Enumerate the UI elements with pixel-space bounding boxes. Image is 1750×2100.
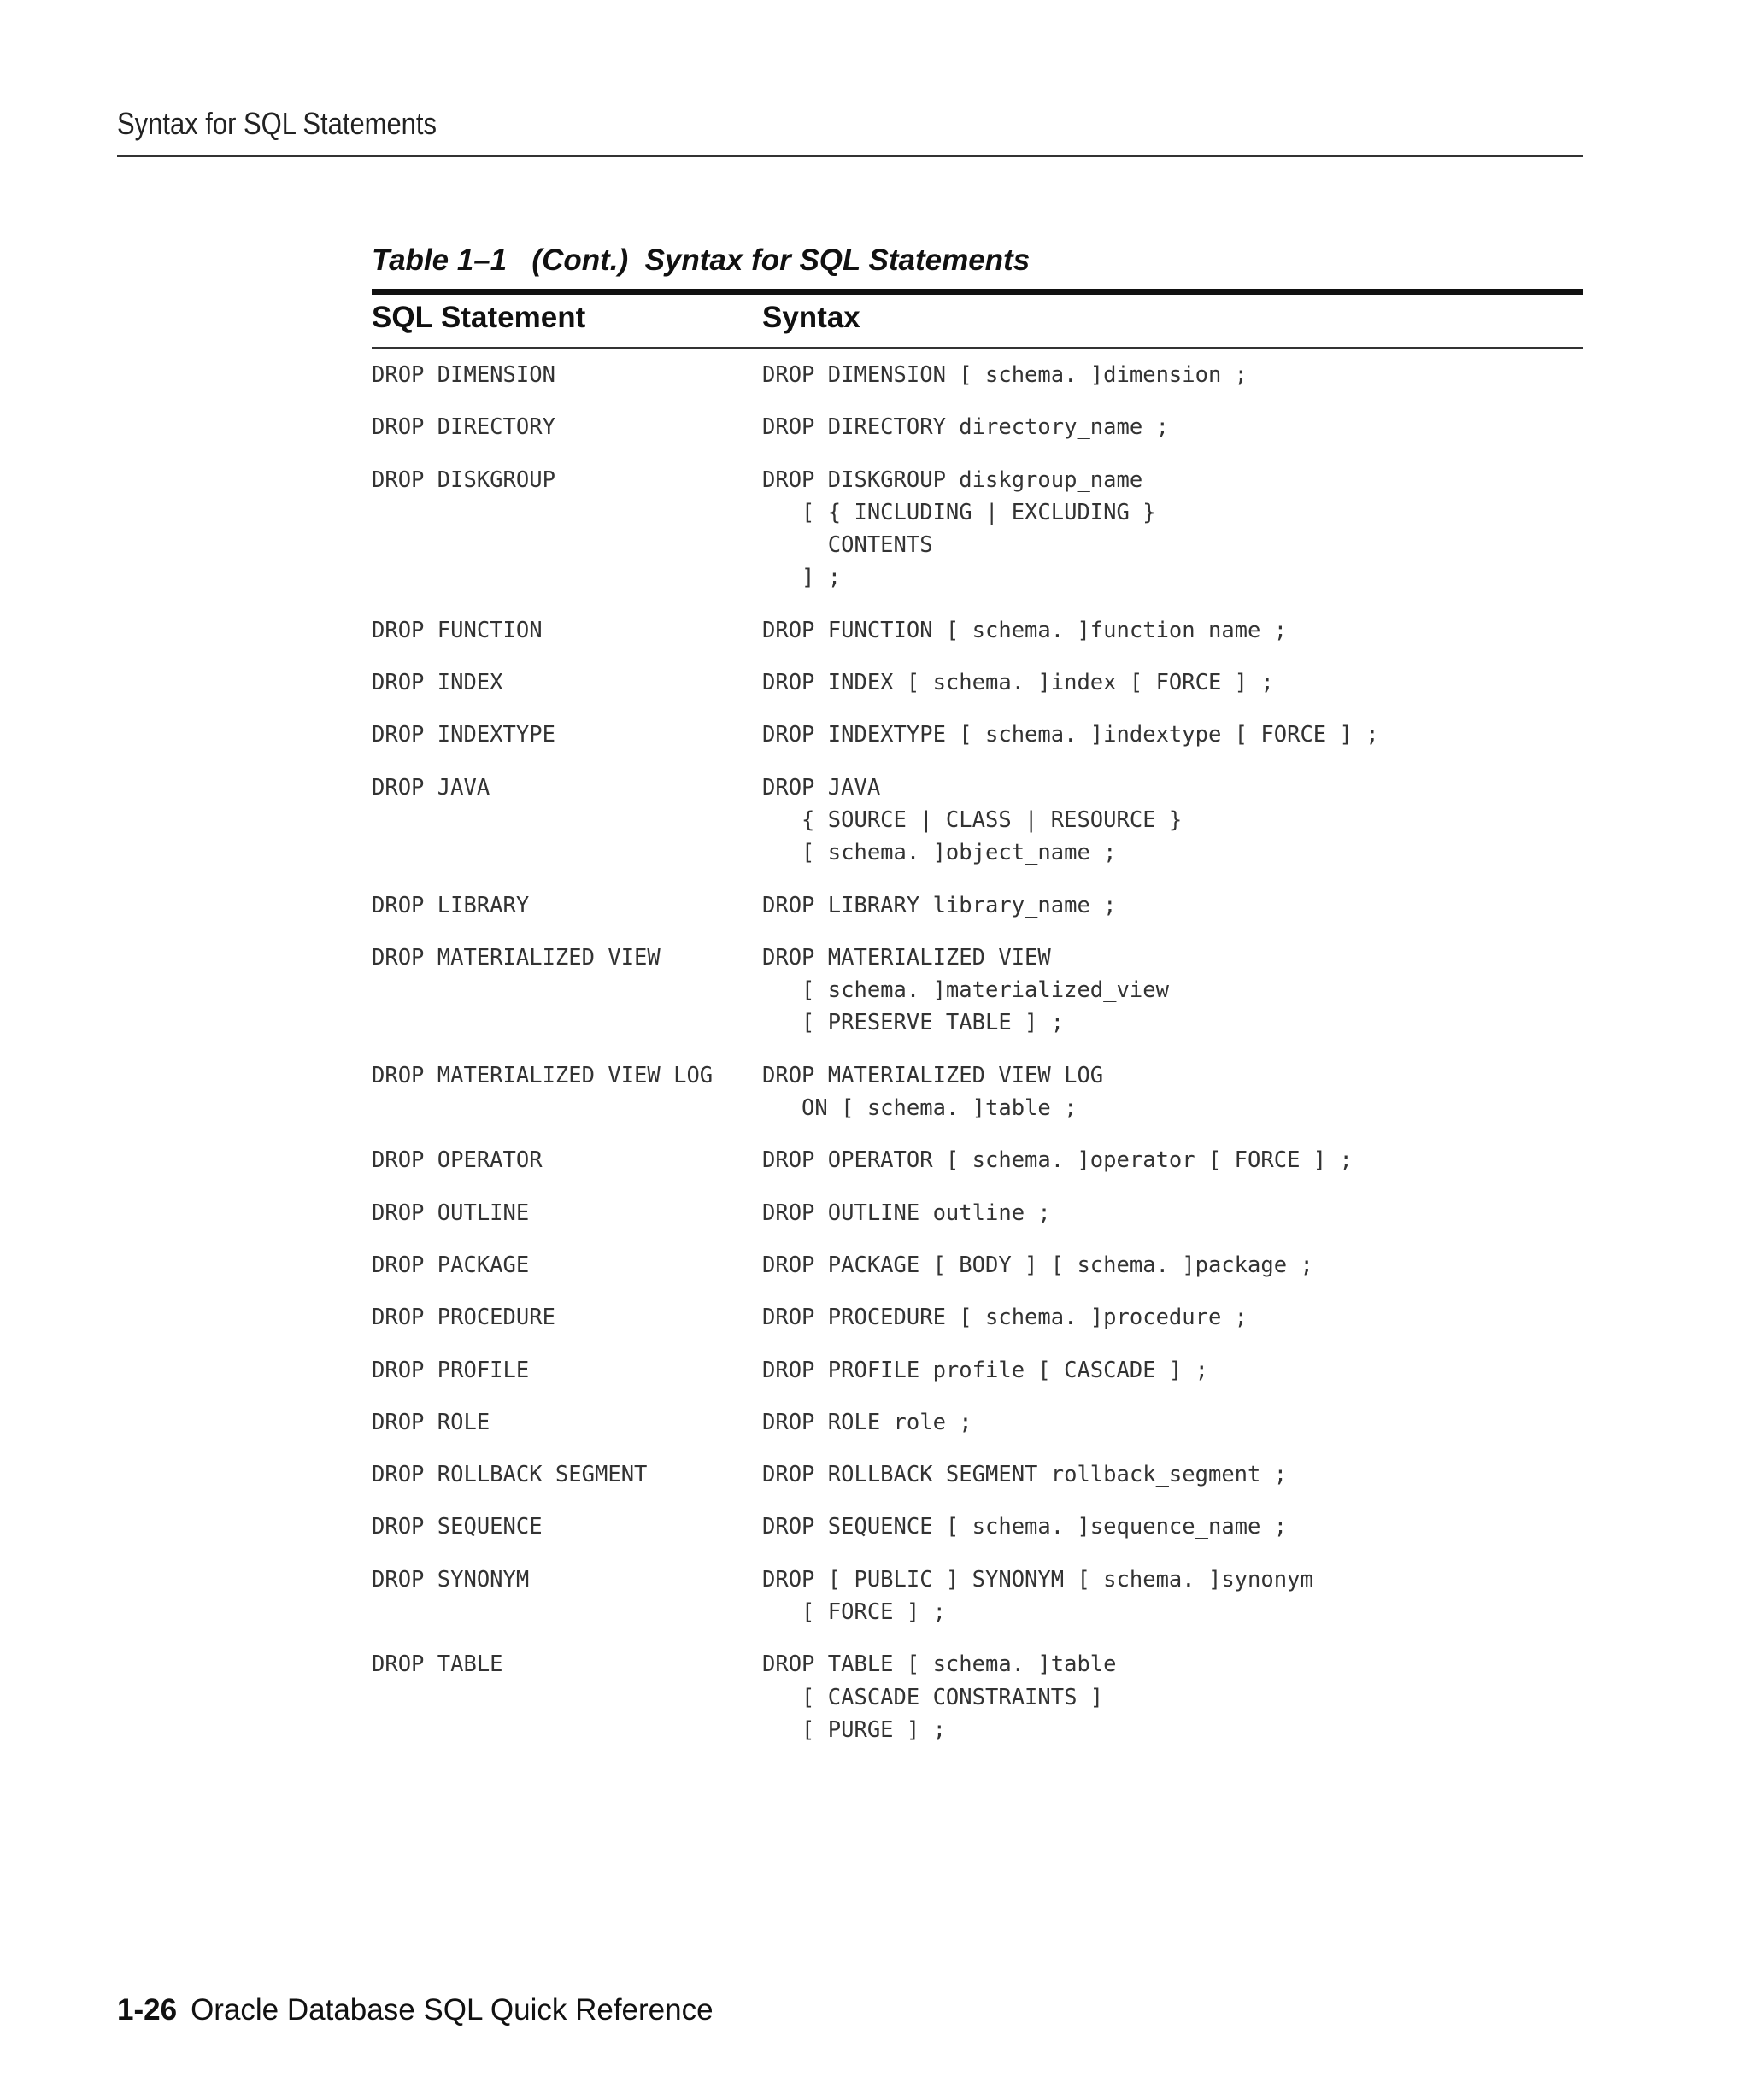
table-top-rule <box>372 289 1583 295</box>
syntax-cell: DROP INDEXTYPE [ schema. ]indextype [ FORCE ] ; <box>762 722 1379 748</box>
sql-statement-cell: DROP TABLE <box>372 1651 503 1678</box>
table-row <box>372 1458 1583 1491</box>
table-row <box>372 1197 1583 1229</box>
table-row <box>372 1354 1583 1387</box>
header-divider <box>117 155 1583 157</box>
sql-statement-cell: DROP ROLE <box>372 1409 490 1435</box>
sql-statement-cell: DROP SYNONYM <box>372 1566 530 1593</box>
syntax-cell: DROP PROFILE profile [ CASCADE ] ; <box>762 1357 1208 1383</box>
syntax-table-body <box>372 359 1583 1766</box>
sql-statement-cell: DROP OUTLINE <box>372 1200 530 1226</box>
sql-statement-cell: DROP PROCEDURE <box>372 1305 555 1331</box>
table-row <box>372 666 1583 699</box>
sql-statement-cell: DROP MATERIALIZED VIEW LOG <box>372 1062 714 1088</box>
table-row <box>372 719 1583 751</box>
syntax-cell: DROP MATERIALIZED VIEW [ schema. ]materialized_view [ PRESERVE TABLE ] ; <box>762 944 1169 1036</box>
table-row <box>372 1301 1583 1334</box>
sql-statement-cell: DROP DIRECTORY <box>372 414 555 441</box>
syntax-cell: DROP [ PUBLIC ] SYNONYM [ schema. ]synonym [ FORCE ] ; <box>762 1566 1313 1626</box>
syntax-cell: DROP ROLLBACK SEGMENT rollback_segment ; <box>762 1462 1288 1488</box>
table-row <box>372 1249 1583 1282</box>
syntax-cell: DROP OPERATOR [ schema. ]operator [ FORCE ] ; <box>762 1147 1353 1174</box>
table-row <box>372 1648 1583 1746</box>
syntax-cell: DROP PROCEDURE [ schema. ]procedure ; <box>762 1305 1248 1331</box>
table-header-rule <box>372 347 1583 349</box>
page-footer <box>117 1993 714 2027</box>
sql-statement-cell: DROP INDEX <box>372 670 503 696</box>
sql-statement-cell: DROP JAVA <box>372 774 490 801</box>
table-row <box>372 1563 1583 1629</box>
syntax-cell: DROP TABLE [ schema. ]table [ CASCADE CONSTRAINTS ] [ PURGE ] ; <box>762 1651 1117 1743</box>
syntax-cell: DROP DIRECTORY directory_name ; <box>762 414 1169 441</box>
syntax-cell: DROP JAVA { SOURCE | CLASS | RESOURCE } [ schema. ]object_name ; <box>762 774 1183 866</box>
table-caption: Table 1–1 (Cont.) Syntax for SQL Statements <box>372 243 1031 277</box>
sql-statement-cell: DROP FUNCTION <box>372 617 543 643</box>
table-row <box>372 1406 1583 1439</box>
syntax-cell: DROP ROLE role ; <box>762 1409 972 1435</box>
table-row <box>372 771 1583 870</box>
table-row <box>372 941 1583 1040</box>
table-row <box>372 1059 1583 1125</box>
syntax-cell: DROP LIBRARY library_name ; <box>762 892 1117 918</box>
sql-statement-cell: DROP ROLLBACK SEGMENT <box>372 1462 648 1488</box>
table-row <box>372 359 1583 391</box>
syntax-cell: DROP DISKGROUP diskgroup_name [ { INCLUDING | EXCLUDING } CONTENTS ] ; <box>762 466 1156 591</box>
sql-statement-cell: DROP MATERIALIZED VIEW <box>372 944 661 971</box>
sql-statement-cell: DROP SEQUENCE <box>372 1514 543 1540</box>
sql-statement-cell: DROP DISKGROUP <box>372 466 555 493</box>
syntax-cell: DROP PACKAGE [ BODY ] [ schema. ]package ; <box>762 1252 1313 1278</box>
syntax-cell: DROP FUNCTION [ schema. ]function_name ; <box>762 617 1288 643</box>
table-row <box>372 1144 1583 1176</box>
syntax-cell: DROP DIMENSION [ schema. ]dimension ; <box>762 362 1248 388</box>
syntax-cell: DROP INDEX [ schema. ]index [ FORCE ] ; <box>762 670 1274 696</box>
table-row <box>372 464 1583 595</box>
syntax-cell: DROP MATERIALIZED VIEW LOG ON [ schema. ]table ; <box>762 1062 1104 1122</box>
syntax-cell: DROP OUTLINE outline ; <box>762 1200 1051 1226</box>
column-header-sql-statement: SQL Statement <box>372 301 586 334</box>
sql-statement-cell: DROP DIMENSION <box>372 362 555 388</box>
table-row <box>372 614 1583 647</box>
running-head: Syntax for SQL Statements <box>117 106 437 141</box>
column-header-syntax: Syntax <box>762 301 860 334</box>
sql-statement-cell: DROP LIBRARY <box>372 892 530 918</box>
sql-statement-cell: DROP OPERATOR <box>372 1147 543 1174</box>
sql-statement-cell: DROP INDEXTYPE <box>372 722 555 748</box>
sql-statement-cell: DROP PROFILE <box>372 1357 530 1383</box>
syntax-cell: DROP SEQUENCE [ schema. ]sequence_name ; <box>762 1514 1288 1540</box>
book-title: Oracle Database SQL Quick Reference <box>191 1993 714 2027</box>
table-row <box>372 1510 1583 1543</box>
page-number: 1-26 <box>117 1993 178 2027</box>
sql-statement-cell: DROP PACKAGE <box>372 1252 530 1278</box>
table-row <box>372 411 1583 443</box>
table-row <box>372 889 1583 922</box>
